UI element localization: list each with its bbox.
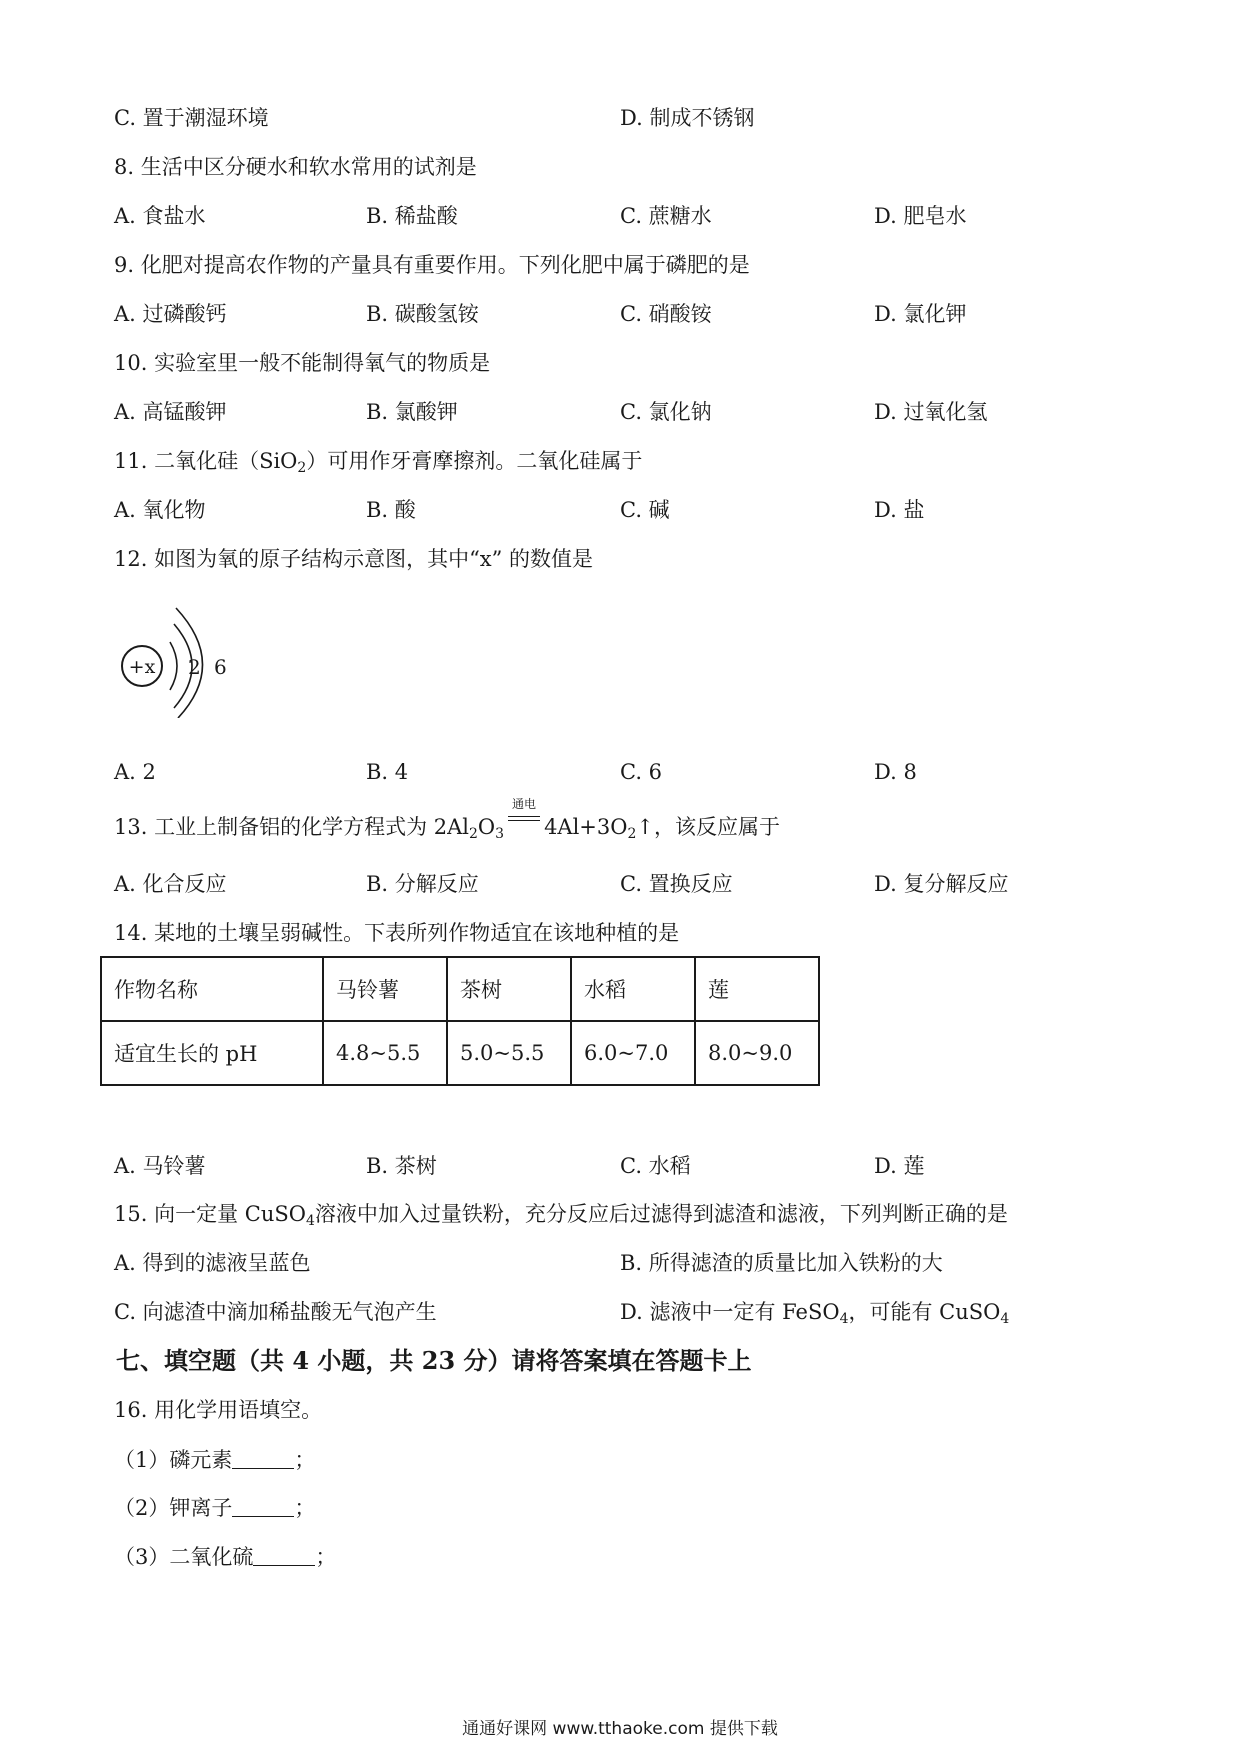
reaction-condition: 通电 (506, 812, 542, 832)
q12-option-d: D. 8 (874, 760, 917, 784)
table-cell: 适宜生长的 pH (101, 1021, 323, 1085)
q8-option-c: C. 蔗糖水 (620, 204, 712, 228)
table-cell: 马铃薯 (323, 957, 447, 1021)
q14-option-d: D. 莲 (874, 1154, 925, 1178)
q15-option-d: D. 滤液中一定有 FeSO$_4$，可能有 CuSO$_4$ (620, 1300, 1010, 1327)
table-cell: 作物名称 (101, 957, 323, 1021)
answer-blank[interactable] (253, 1545, 315, 1566)
q15-stem: 15. 向一定量 CuSO$_4$溶液中加入过量铁粉，充分反应后过滤得到滤渣和滤液，下列判断正确的是 (114, 1202, 1008, 1229)
oxygen-atom-diagram (118, 606, 238, 718)
q9-option-c: C. 硝酸铵 (620, 302, 712, 326)
table-row (101, 1021, 819, 1085)
nucleus-charge: +x (128, 656, 156, 678)
q13-option-c: C. 置换反应 (620, 872, 733, 896)
q11-option-c: C. 碱 (620, 498, 670, 522)
table-cell: 水稻 (571, 957, 695, 1021)
q15-option-a: A. 得到的滤液呈蓝色 (114, 1251, 311, 1275)
table-cell: 5.0~5.5 (447, 1021, 571, 1085)
table-cell: 茶树 (447, 957, 571, 1021)
shell-2-electrons: 6 (214, 655, 227, 679)
q13-option-a: A. 化合反应 (114, 872, 227, 896)
section-heading: 七、填空题（共 4 小题，共 23 分）请将答案填在答题卡上 (116, 1346, 752, 1375)
q10-option-c: C. 氯化钠 (620, 400, 712, 424)
q8-option-b: B. 稀盐酸 (366, 204, 458, 228)
q7-option-d: D. 制成不锈钢 (620, 106, 755, 130)
answer-blank[interactable] (232, 1496, 294, 1517)
table-header-row (101, 957, 819, 1021)
q14-option-a: A. 马铃薯 (114, 1154, 206, 1178)
q13-option-d: D. 复分解反应 (874, 872, 1009, 896)
q15-option-b: B. 所得滤渣的质量比加入铁粉的大 (620, 1251, 943, 1275)
electron-shell-1 (170, 642, 177, 690)
q14-option-b: B. 茶树 (366, 1154, 437, 1178)
table-cell: 8.0~9.0 (695, 1021, 819, 1085)
q9-option-d: D. 氯化钾 (874, 302, 967, 326)
q9-option-b: B. 碳酸氢铵 (366, 302, 479, 326)
shell-1-electrons: 2 (188, 655, 201, 679)
q11-option-b: B. 酸 (366, 498, 416, 522)
crop-ph-table (100, 956, 820, 1086)
q16-item-2: （2）钾离子 ； (114, 1496, 316, 1520)
q11-option-d: D. 盐 (874, 498, 925, 522)
table-cell: 莲 (695, 957, 819, 1021)
page-footer: 通通好课网 www.tthaoke.com 提供下载 (462, 1719, 778, 1739)
table-cell: 4.8~5.5 (323, 1021, 447, 1085)
q15-option-c: C. 向滤渣中滴加稀盐酸无气泡产生 (114, 1300, 437, 1324)
q12-stem: 12. 如图为氧的原子结构示意图，其中“x” 的数值是 (114, 547, 594, 571)
q8-option-a: A. 食盐水 (114, 204, 206, 228)
q12-option-c: C. 6 (620, 760, 663, 784)
q13-stem: 13. 工业上制备铝的化学方程式为 $2Al_2O_3$ 通电 $4Al+3O_2↑$，该反应属于 (114, 797, 781, 842)
q13-option-b: B. 分解反应 (366, 872, 479, 896)
table-cell: 6.0~7.0 (571, 1021, 695, 1085)
q14-option-c: C. 水稻 (620, 1154, 691, 1178)
q11-option-a: A. 氧化物 (114, 498, 206, 522)
q16-item-1: （1）磷元素 ； (114, 1448, 316, 1472)
q10-stem: 10. 实验室里一般不能制得氧气的物质是 (114, 351, 491, 375)
q9-option-a: A. 过磷酸钙 (114, 302, 227, 326)
q10-option-b: B. 氯酸钾 (366, 400, 458, 424)
q10-option-a: A. 高锰酸钾 (114, 400, 227, 424)
q12-option-a: A. 2 (114, 760, 156, 784)
q11-stem: 11. 二氧化硅（SiO$_2$）可用作牙膏摩擦剂。二氧化硅属于 (114, 449, 643, 476)
q8-stem: 8. 生活中区分硬水和软水常用的试剂是 (114, 155, 477, 179)
answer-blank[interactable] (232, 1448, 294, 1469)
q9-stem: 9. 化肥对提高农作物的产量具有重要作用。下列化肥中属于磷肥的是 (114, 253, 750, 277)
q14-stem: 14. 某地的土壤呈弱碱性。下表所列作物适宜在该地种植的是 (114, 921, 680, 945)
q16-item-3: （3）二氧化硫 ； (114, 1545, 337, 1569)
q10-option-d: D. 过氧化氢 (874, 400, 988, 424)
q12-option-b: B. 4 (366, 760, 409, 784)
q8-option-d: D. 肥皂水 (874, 204, 967, 228)
q16-stem: 16. 用化学用语填空。 (114, 1398, 323, 1422)
q7-option-c: C. 置于潮湿环境 (114, 106, 269, 130)
